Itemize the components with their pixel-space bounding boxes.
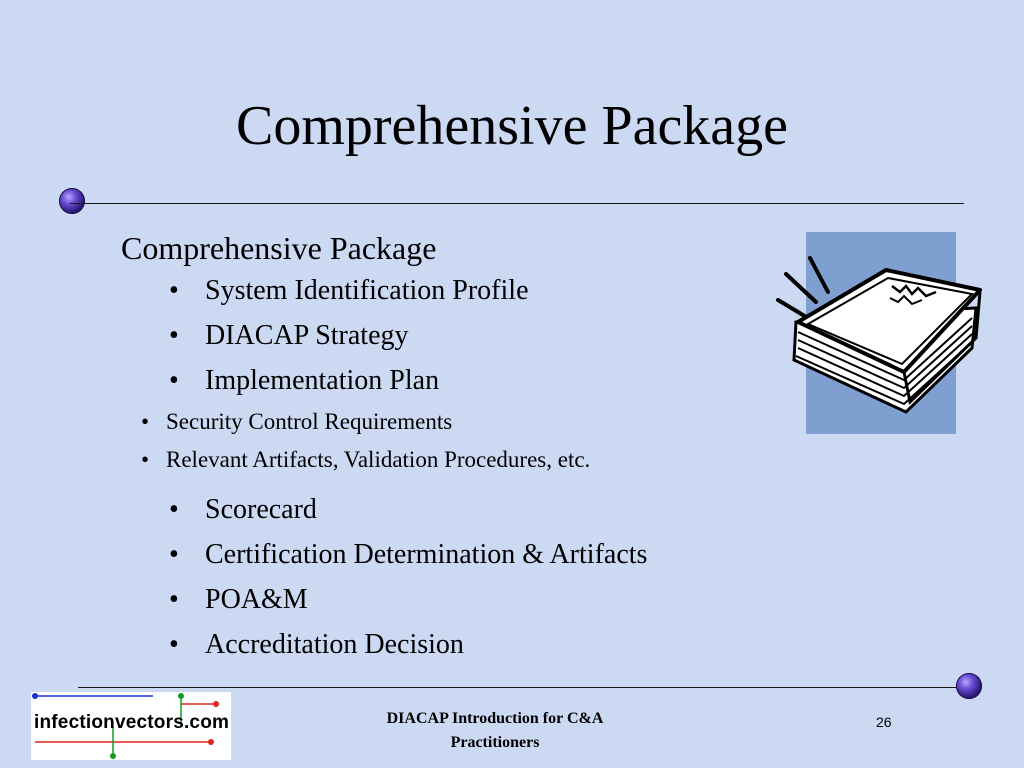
bullet-item: [121, 577, 821, 622]
bullet-marker: •: [169, 275, 179, 306]
slide-title: Comprehensive Package: [235, 95, 789, 157]
logo-text: infectionvectors.com: [34, 712, 230, 733]
bullet-text: Certification Determination & Artifacts: [205, 539, 648, 570]
bullet-marker: •: [169, 629, 179, 660]
sub-bullet-text: Relevant Artifacts, Validation Procedures, etc.: [166, 447, 591, 472]
bullet-marker: •: [169, 494, 179, 525]
bullet-marker: •: [169, 365, 179, 396]
bullet-text: System Identification Profile: [205, 275, 529, 306]
orb-icon: [59, 188, 85, 214]
bullet-text: DIACAP Strategy: [205, 320, 409, 351]
body-heading: Comprehensive Package: [121, 230, 437, 266]
bullet-list: [121, 268, 821, 667]
bullet-item: [121, 532, 821, 577]
bullet-marker: •: [141, 409, 150, 434]
bullet-text: Accreditation Decision: [205, 629, 464, 660]
bullet-item: [121, 622, 821, 667]
footer-line-2: Practitioners: [450, 734, 540, 751]
sub-bullet-text: Security Control Requirements: [166, 409, 453, 434]
title-divider: [70, 203, 964, 204]
sub-bullet-list: [121, 403, 821, 479]
bullet-marker: •: [169, 320, 179, 351]
bullet-item: [121, 487, 821, 532]
bullet-marker: •: [141, 447, 150, 472]
slide-body: [121, 228, 821, 667]
bullet-item: [121, 268, 821, 313]
footer-line-1: DIACAP Introduction for C&A: [386, 710, 604, 727]
footer-title: [330, 707, 660, 755]
bullet-item: [121, 358, 821, 403]
bullet-item: [121, 313, 821, 358]
book-icon: [776, 252, 986, 422]
bullet-text: POA&M: [205, 584, 308, 615]
sub-bullet-item: [121, 441, 821, 479]
sub-bullet-item: [121, 403, 821, 441]
page-number: 26: [876, 714, 892, 730]
company-logo: [31, 692, 231, 760]
bullet-marker: •: [169, 584, 179, 615]
orb-icon: [956, 673, 982, 699]
footer-divider: [78, 687, 964, 688]
bullet-text: Implementation Plan: [205, 365, 440, 396]
bullet-text: Scorecard: [205, 494, 317, 525]
bullet-marker: •: [169, 539, 179, 570]
